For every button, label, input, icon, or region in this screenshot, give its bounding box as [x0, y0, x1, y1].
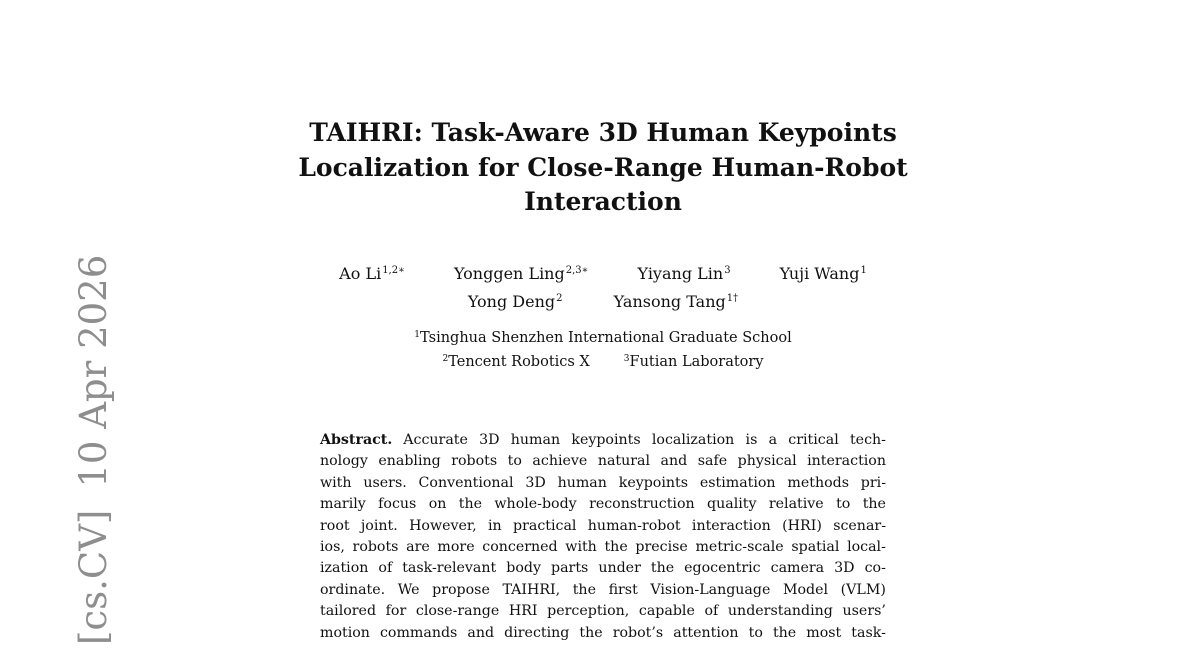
abstract-word: (VLM): [840, 581, 886, 598]
abstract-word: Vision-Language: [650, 581, 771, 598]
abstract-word: local-: [847, 538, 886, 555]
author: [339, 261, 405, 289]
affiliation-name: Tsinghua Shenzhen International Graduate School: [420, 330, 792, 346]
abstract-label: Abstract.: [320, 432, 393, 448]
author: [614, 289, 739, 317]
abstract-word: metric-scale: [695, 538, 784, 555]
abstract-word: the: [579, 624, 603, 641]
abstract-word: co-: [864, 560, 886, 577]
abstract-word: 3D: [525, 474, 546, 491]
abstract-line: [320, 494, 886, 515]
abstract-word: enabling: [378, 453, 441, 470]
abstract-word: keypoints: [571, 432, 641, 448]
abstract-word: the: [772, 624, 797, 641]
abstract-word: body: [506, 560, 541, 577]
abstract-word: root: [320, 517, 350, 534]
abstract-word: most: [806, 624, 842, 641]
abstract-word: task-: [851, 624, 886, 641]
abstract-word: tech-: [849, 432, 886, 448]
abstract-word: capable: [638, 603, 695, 620]
abstract-word: human-robot: [587, 517, 681, 534]
abstract-word: joint.: [360, 517, 398, 534]
abstract-word: whole-body: [494, 496, 577, 513]
author-name: Yonggen Ling: [453, 264, 565, 283]
abstract-word: critical: [788, 432, 839, 448]
abstract-word: the: [572, 581, 596, 598]
abstract-word: spatial: [791, 538, 840, 555]
abstract-word: nology: [320, 453, 368, 470]
abstract-word: Model: [782, 581, 829, 598]
abstract-word: methods: [787, 474, 849, 491]
author-marks: 1: [860, 265, 867, 276]
arxiv-category: [cs.CV]: [72, 509, 115, 645]
abstract-word: close-range: [415, 603, 500, 620]
abstract-word: parts: [551, 560, 589, 577]
abstract-word: achieve: [532, 453, 588, 470]
affiliation: [624, 354, 764, 370]
author-marks: 3: [724, 265, 731, 276]
abstract-word: propose: [432, 581, 490, 598]
author-row: [283, 261, 923, 289]
abstract-word: We: [397, 581, 420, 598]
abstract-word: TAIHRI,: [502, 581, 561, 598]
author-marks: 1†: [726, 293, 739, 304]
abstract-word: tailored: [320, 603, 377, 620]
abstract-word: under: [598, 560, 641, 577]
abstract-word: for: [385, 603, 407, 620]
abstract-word: marily: [320, 496, 366, 513]
abstract-word: more: [437, 538, 475, 555]
abstract-line: [320, 430, 886, 451]
abstract-word: interaction: [691, 517, 771, 534]
author-row: [283, 289, 923, 317]
arxiv-stamp: [72, 254, 115, 645]
abstract-word: the: [650, 560, 675, 577]
affiliation-mark: 2: [442, 353, 449, 364]
affiliations: [283, 328, 923, 375]
abstract-word: in: [488, 517, 502, 534]
affiliation-name: Futian Laboratory: [629, 353, 764, 370]
affiliation-mark: 3: [623, 353, 630, 364]
abstract-line: [320, 601, 886, 622]
abstract-word: safe: [697, 453, 728, 470]
abstract-word: relative: [768, 496, 824, 513]
abstract-word: ordinate.: [320, 581, 386, 598]
abstract-word: and: [467, 624, 495, 641]
abstract-line: [320, 516, 886, 537]
abstract-word: concerned: [482, 538, 558, 555]
abstract-word: is: [745, 432, 758, 448]
abstract-word: pri-: [860, 474, 886, 491]
abstract-word: task-relevant: [402, 560, 497, 577]
abstract-word: directing: [504, 624, 570, 641]
abstract-line: [320, 580, 886, 601]
abstract-word: 3D: [834, 560, 855, 577]
abstract-word: attention: [673, 624, 739, 641]
abstract-word: camera: [770, 560, 825, 577]
affiliation: [442, 354, 589, 370]
title-line: Localization for Close-Range Human-Robot: [298, 152, 908, 182]
abstract-word: natural: [597, 453, 651, 470]
abstract-line: [320, 623, 886, 644]
author-name: Ao Li: [339, 264, 382, 283]
abstract-word: 3D: [479, 432, 500, 448]
abstract-word: first: [608, 581, 638, 598]
abstract-word: (HRI): [782, 517, 822, 534]
abstract-word: understanding: [727, 603, 833, 620]
abstract-word: Conventional: [418, 474, 514, 491]
paper-title: [283, 116, 923, 220]
author-list: [283, 261, 923, 317]
abstract-word: perception,: [547, 603, 630, 620]
author: [638, 261, 731, 289]
affiliation-name: Tencent Robotics X: [448, 353, 590, 370]
title-line: TAIHRI: Task-Aware 3D Human Keypoints: [309, 118, 897, 147]
author: [468, 289, 563, 317]
abstract-word: quality: [707, 496, 757, 513]
abstract-word: localization: [651, 432, 735, 448]
abstract-word: ios,: [320, 538, 345, 555]
abstract-word: and: [660, 453, 688, 470]
abstract-word: However,: [409, 517, 477, 534]
abstract-line: [320, 558, 886, 579]
affiliation: [414, 330, 791, 346]
arxiv-stamp-area: [25, 254, 115, 648]
abstract-line: [320, 537, 886, 558]
abstract-line-text: [403, 430, 886, 451]
abstract-word: scenar-: [833, 517, 886, 534]
abstract-word: reconstruction: [589, 496, 695, 513]
abstract-word: ization: [320, 560, 369, 577]
abstract-word: motion: [320, 624, 370, 641]
abstract-word: precise: [635, 538, 688, 555]
abstract-word: to: [836, 496, 851, 513]
abstract-word: interaction: [807, 453, 886, 470]
abstract-word: are: [406, 538, 430, 555]
abstract-word: physical: [737, 453, 797, 470]
author-name: Yong Deng: [467, 292, 556, 311]
author-marks: 2,3∗: [565, 265, 589, 276]
abstract-word: the: [604, 538, 628, 555]
author-name: Yuji Wang: [779, 264, 860, 283]
abstract-word: the: [862, 496, 886, 513]
abstract-word: of: [704, 603, 719, 620]
abstract-word: egocentric: [684, 560, 761, 577]
arxiv-date: 10 Apr 2026: [72, 254, 115, 488]
abstract-word: with: [565, 538, 597, 555]
author-name: Yansong Tang: [613, 292, 726, 311]
abstract-word: users’: [842, 603, 886, 620]
abstract-word: HRI: [508, 603, 538, 620]
abstract-word: with: [320, 474, 352, 491]
abstract-word: to: [748, 624, 763, 641]
affiliation-line: [283, 352, 923, 376]
abstract-line: [320, 451, 886, 472]
abstract-word: human: [557, 474, 607, 491]
abstract-line: [320, 473, 886, 494]
abstract-word: practical: [513, 517, 577, 534]
abstract: [320, 430, 886, 644]
abstract-word: on: [428, 496, 447, 513]
affiliation-line: [283, 328, 923, 352]
abstract-word: estimation: [699, 474, 776, 491]
author: [454, 261, 588, 289]
author-name: Yiyang Lin: [637, 264, 724, 283]
abstract-word: of: [378, 560, 393, 577]
author-marks: 2: [556, 293, 563, 304]
abstract-word: to: [507, 453, 522, 470]
author: [780, 261, 867, 289]
title-line: Interaction: [524, 187, 682, 216]
author-marks: 1,2∗: [382, 265, 405, 276]
abstract-word: keypoints: [618, 474, 689, 491]
abstract-word: a: [768, 432, 778, 448]
abstract-word: robots: [352, 538, 399, 555]
affiliation-mark: 1: [414, 330, 421, 340]
abstract-word: Accurate: [403, 432, 468, 448]
abstract-word: the: [458, 496, 483, 513]
abstract-word: robots: [451, 453, 498, 470]
abstract-word: commands: [379, 624, 458, 641]
abstract-word: robot’s: [612, 624, 664, 641]
abstract-word: human: [510, 432, 561, 448]
abstract-word: users.: [363, 474, 407, 491]
abstract-word: focus: [378, 496, 417, 513]
